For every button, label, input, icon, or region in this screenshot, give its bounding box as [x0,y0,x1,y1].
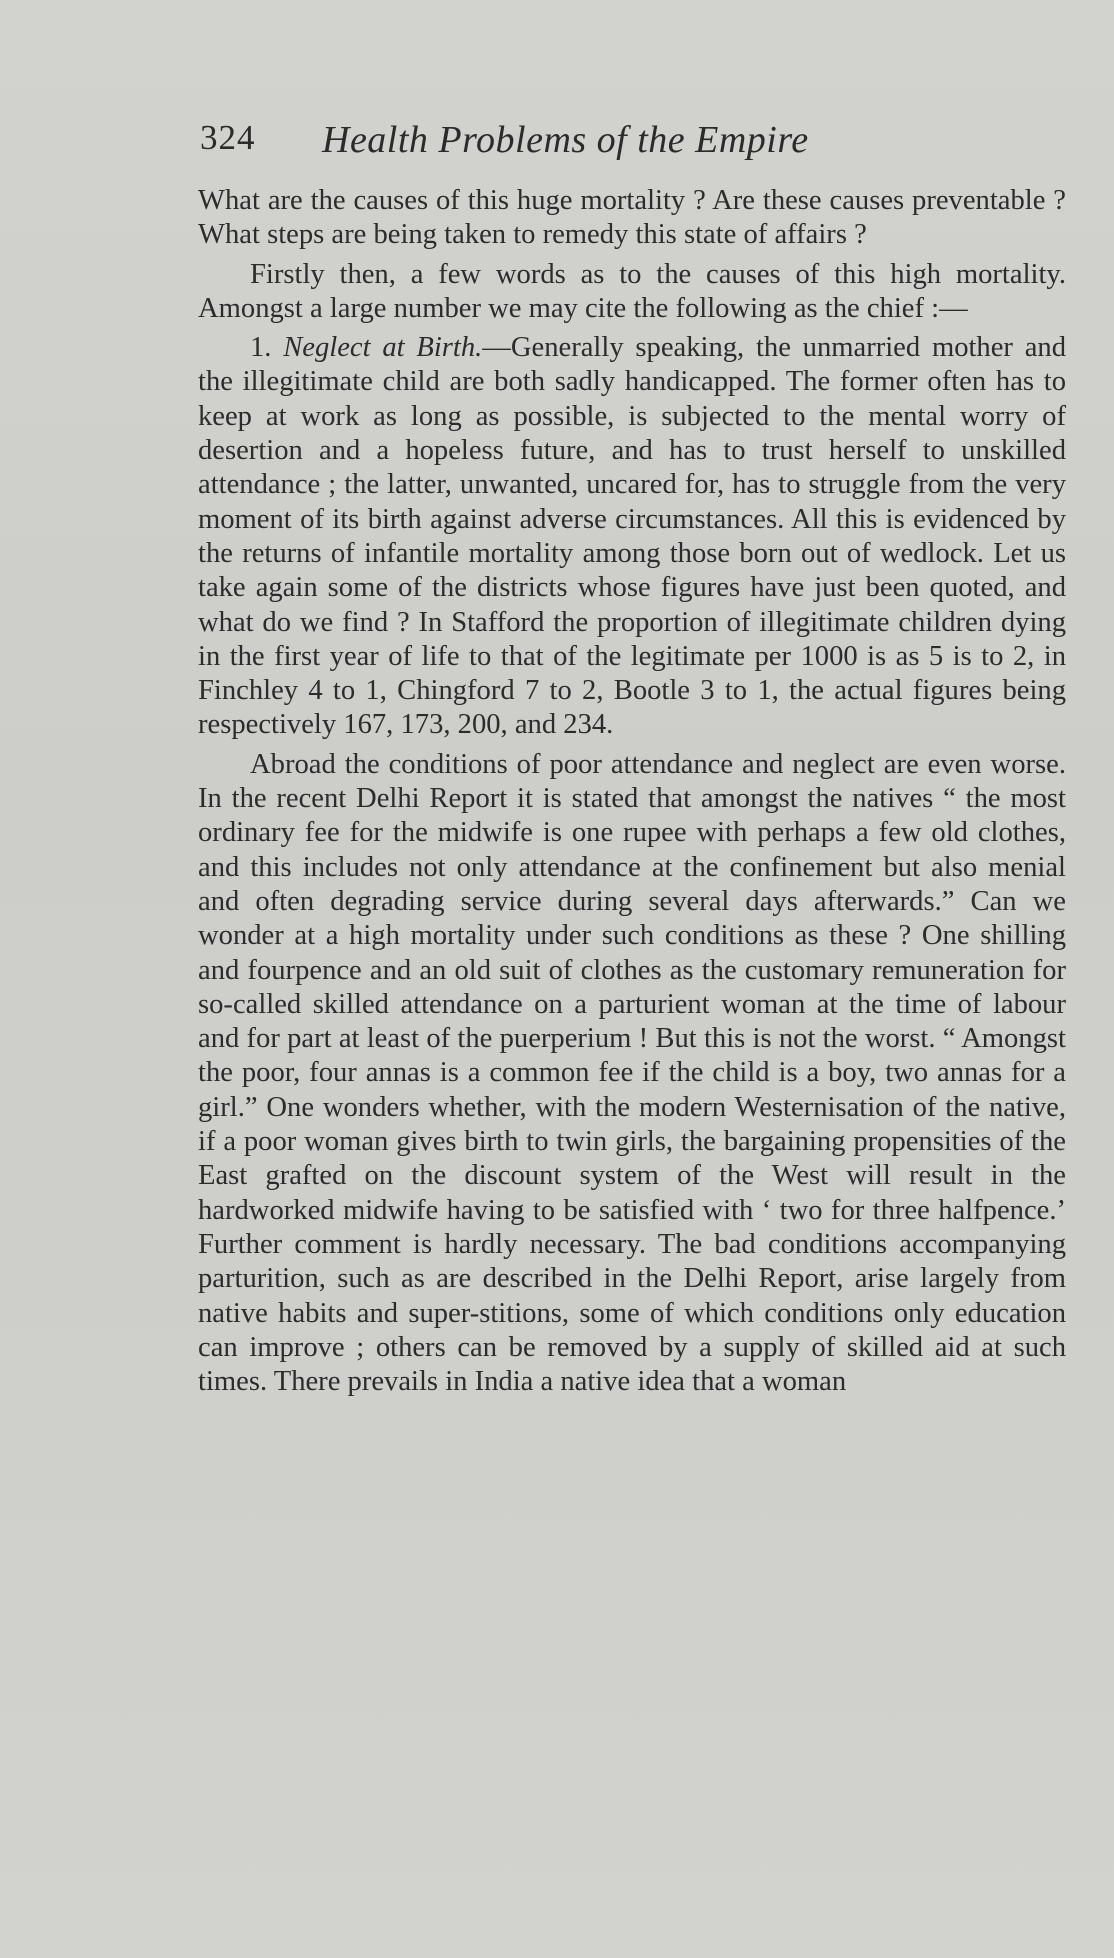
paragraph-text: What are the causes of this huge mortality ? Are these causes preventable ? What steps are being taken to remedy this state of affairs ? [198,185,1066,251]
paragraph-text: —Generally speaking, the unmarried mother and the illegitimate child are both sadly handicapped. The former often has to keep at work as long as possible, is subjected to the mental worry of desertion and a hopeless future, and has to trust herself to unskilled attendance ; the latter, unwanted, uncared for, has to struggle from the very moment of its birth against adverse circumstances. All this is evidenced by the returns of infantile mortality among those born out of wedlock. Let us take again some of the districts whose figures have just been quoted, and what do we find ? In Stafford the proportion of illegitimate children dying in the first year of life to that of the legitimate per 1000 is as 5 is to 2, in Finchley 4 to 1, Chingford 7 to 2, Bootle 3 to 1, the actual figures being respectively 167, 173, 200, and 234. [198,332,1067,741]
running-title: Health Problems of the Empire [322,119,809,161]
paragraph-text: Firstly then, a few words as to the causes of this high mortality. Amongst a large number we may cite the following as the chief :— [198,258,1066,324]
list-number: 1. [250,332,284,364]
body-text [198,184,1066,1404]
paragraph-questions [198,184,1066,253]
page-number: 324 [200,118,256,157]
running-head [200,118,1070,178]
paragraph-text: Abroad the conditions of poor attendance and neglect are even worse. In the recent Delhi Report it is stated that amongst the natives “ the most ordinary fee for the midwife is one rupee with perhaps a few old clothes, and this includes not only attendance at the confinement but also menial and often degrading service during several days afterwards.” Can we wonder at a high mortality under such conditions as these ? One shilling and fourpence and an old suit of clothes as the customary remuneration for so-called skilled attendance on a parturient woman at the time of labour and for part at least of the puerperium ! But this is not the worst. “ Amongst the poor, four annas is a common fee if the child is a boy, two annas for a girl.” One wonders whether, with the modern Westernisation of the native, if a poor woman gives birth to twin girls, the bargaining propensities of the East grafted on the discount system of the West will result in the hardworked midwife having to be satisfied with ‘ two for three halfpence.’ Further comment is hardly necessary. The bad conditions accompanying parturition, such as are described in the Delhi Report, arise largely from native habits and super-stitions, some of which conditions only education can improve ; others can be removed by a supply of skilled aid at such times. There prevails in India a native idea that a woman [198,748,1066,1398]
paragraph-causes-intro [198,258,1066,327]
paragraph-abroad [198,748,1066,1400]
section-heading-italic: Neglect at Birth. [283,332,483,364]
paragraph-neglect-at-birth [198,331,1066,743]
